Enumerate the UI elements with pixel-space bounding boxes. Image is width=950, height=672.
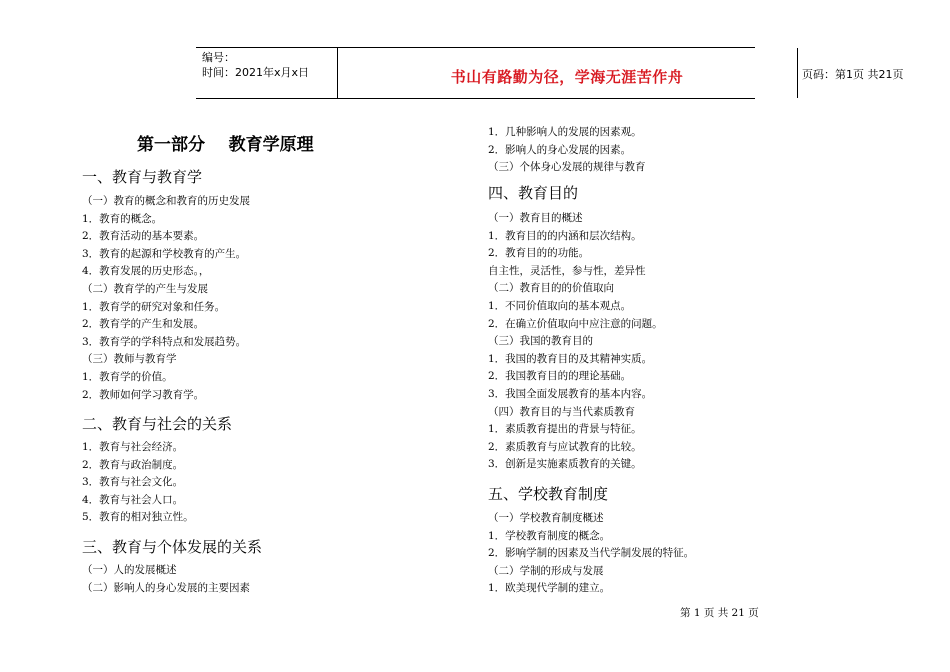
outline-item: 自主性，灵活性，参与性，差异性 <box>488 264 646 277</box>
outline-item: 1．教育学的研究对象和任务。 <box>82 300 226 313</box>
section-heading: 四、教育目的 <box>488 184 579 202</box>
outline-item: （一）人的发展概述 <box>82 564 177 576</box>
section-heading: 五、学校教育制度 <box>488 485 609 503</box>
outline-item: 1．我国的教育目的及其精神实质。 <box>488 352 653 365</box>
outline-item: 1．不同价值取向的基本观点。 <box>488 300 632 312</box>
outline-item: 3．创新是实施素质教育的关键。 <box>488 458 642 471</box>
page-header <box>196 47 904 99</box>
outline-item: （二）影响人的身心发展的主要因素 <box>82 581 250 594</box>
header-slogan: 书山有路勤为径，学海无涯苦作舟 <box>450 68 684 86</box>
outline-item: 1．几种影响人的发展的因素观。 <box>488 126 642 138</box>
section-heading: 三、教育与个体发展的关系 <box>82 538 263 556</box>
outline-item: 5．教育的相对独立性。 <box>82 511 194 524</box>
header-page-cell <box>796 48 950 98</box>
outline-item: 2．教育学的产生和发展。 <box>82 318 205 331</box>
outline-item: （一）教育目的概述 <box>488 212 583 224</box>
outline-item: 3．我国全面发展教育的基本内容。 <box>488 388 653 400</box>
outline-item: （三）个体身心发展的规律与教育 <box>488 161 646 174</box>
header-meta <box>196 48 337 98</box>
outline-item: 3．教育的起源和学校教育的产生。 <box>82 247 247 260</box>
outline-item: 3．教育学的学科特点和发展趋势。 <box>82 335 247 348</box>
page-footer: 第 1 页 共 21 页 <box>680 607 759 619</box>
outline-item: 2．教育活动的基本要素。 <box>82 230 205 243</box>
outline-item: （二）学制的形成与发展 <box>488 564 604 577</box>
outline-item: （三）我国的教育目的 <box>488 335 593 348</box>
outline-item: 2．影响人的身心发展的因素。 <box>488 143 632 156</box>
section-heading: 二、教育与社会的关系 <box>82 415 233 433</box>
outline-item: 4．教育与社会人口。 <box>82 493 184 506</box>
outline-item: （一）教育的概念和教育的历史发展 <box>82 195 250 207</box>
outline-item: （二）教育目的的价值取向 <box>488 282 614 295</box>
outline-item: 1．教育目的的内涵和层次结构。 <box>488 229 642 242</box>
outline-item: 2．素质教育与应试教育的比较。 <box>488 440 642 453</box>
header-slogan-cell <box>337 48 798 98</box>
document-title: 第一部分 教育学原理 <box>137 135 314 155</box>
outline-item: （三）教师与教育学 <box>82 353 177 366</box>
section-heading: 一、教育与教育学 <box>82 168 203 186</box>
outline-item: 1．教育与社会经济。 <box>82 441 184 453</box>
outline-item: 2．在确立价值取向中应注意的问题。 <box>488 317 663 330</box>
outline-item: 2．教育与政治制度。 <box>82 458 184 471</box>
page-label: 页码：第1页 共21页 <box>802 68 904 81</box>
outline-item: （四）教育目的与当代素质教育 <box>488 405 635 418</box>
outline-item: 1．学校教育制度的概念。 <box>488 529 611 542</box>
outline-item: （二）教育学的产生与发展 <box>82 283 208 295</box>
outline-item: 1．教育的概念。 <box>82 212 163 225</box>
outline-item: 1．素质教育提出的背景与特征。 <box>488 423 642 436</box>
outline-item: 2．影响学制的因素及当代学制发展的特征。 <box>488 547 695 560</box>
outline-item: 1．教育学的价值。 <box>82 371 173 383</box>
outline-item: 2．我国教育目的的理论基础。 <box>488 370 632 383</box>
date-label: 时间：2021年x月x日 <box>202 66 310 79</box>
outline-item: 2．教育目的的功能。 <box>488 247 590 260</box>
outline-item: 2．教师如何学习教育学。 <box>82 388 205 401</box>
outline-item: 1．欧美现代学制的建立。 <box>488 582 611 595</box>
outline-item: （一）学校教育制度概述 <box>488 512 604 524</box>
outline-item: 4．教育发展的历史形态。， <box>82 265 210 278</box>
outline-item: 3．教育与社会文化。 <box>82 476 184 489</box>
number-label: 编号： <box>202 51 235 64</box>
